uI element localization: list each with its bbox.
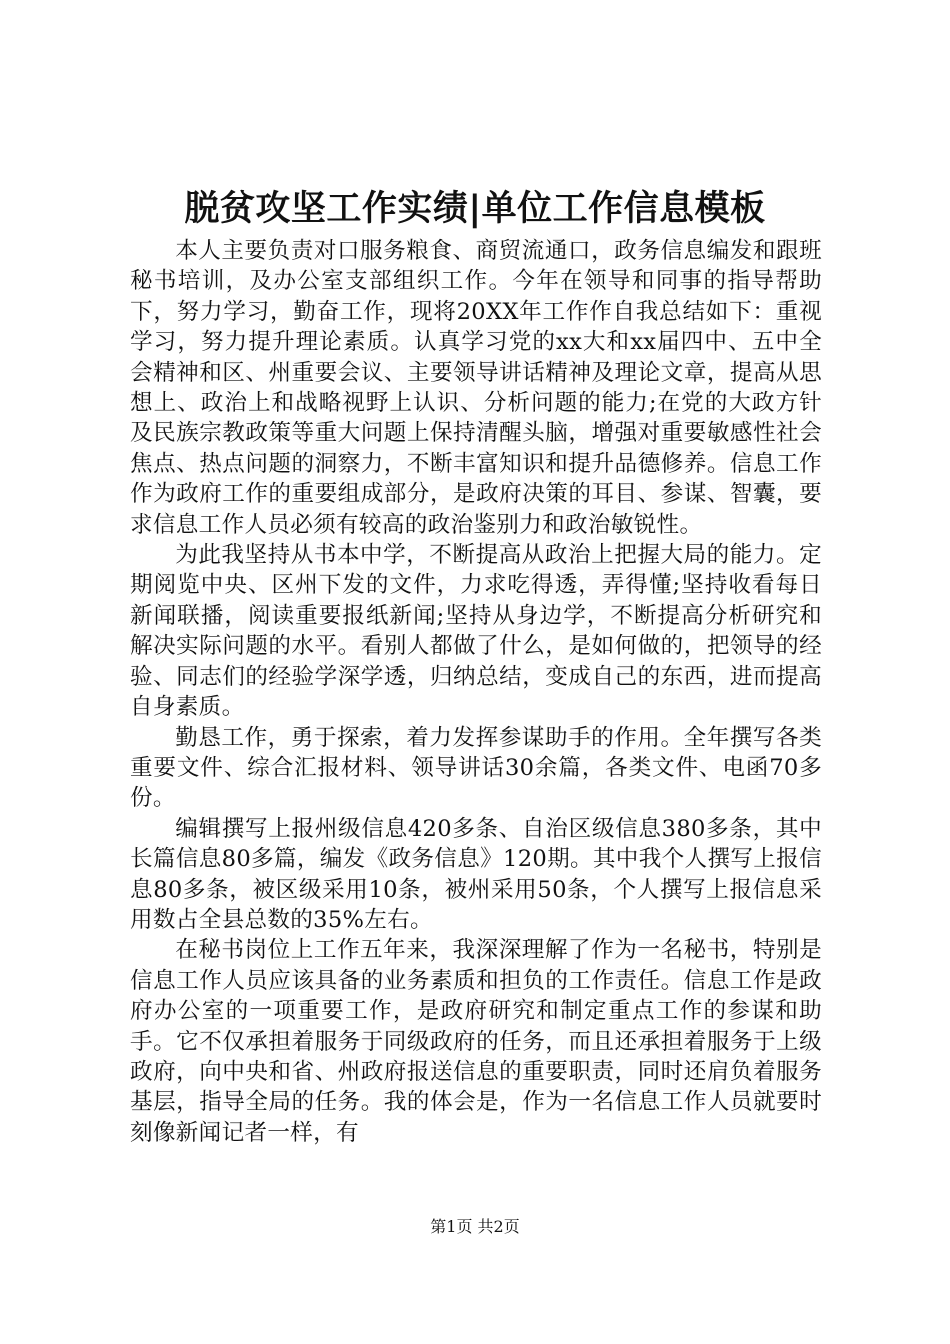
page-footer: 第1页 共2页 bbox=[430, 1217, 520, 1236]
paragraph: 在秘书岗位上工作五年来，我深深理解了作为一名秘书，特别是信息工作人员应该具备的业务素质和担负的工作责任。信息工作是政府办公室的一项重要工作，是政府研究和制定重点工作的参谋和助手。它不仅承担着服务于同级政府的任务，而且还承担着服务于上级政府，向中央和省、州政府报送信息的重要职责，同时还肩负着服务基层，指导全局的任务。我的体会是，作为一名信息工作人员就要时刻像新闻记者一样，有 bbox=[130, 937, 822, 1146]
paragraph: 编辑撰写上报州级信息420多条、自治区级信息380多条，其中长篇信息80多篇，编发《政务信息》120期。其中我个人撰写上报信息80多条，被区级采用10条，被州采用50条，个人撰写上报信息采用数占全县总数的35%左右。 bbox=[130, 815, 822, 933]
paragraph: 本人主要负责对口服务粮食、商贸流通口，政务信息编发和跟班秘书培训，及办公室支部组织工作。今年在领导和同事的指导帮助下，努力学习，勤奋工作，现将20XX年工作作自我总结如下：重视学习，努力提升理论素质。认真学习党的xx大和xx届四中、五中全会精神和区、州重要会议、主要领导讲话精神及理论文章，提高从思想上、政治上和战略视野上认识、分析问题的能力;在党的大政方针及民族宗教政策等重大问题上保持清醒头脑，增强对重要敏感性社会焦点、热点问题的洞察力，不断丰富知识和提升品德修养。信息工作作为政府工作的重要组成部分，是政府决策的耳目、参谋、智囊，要求信息工作人员必须有较高的政治鉴别力和政治敏锐性。 bbox=[130, 238, 822, 538]
paragraph: 为此我坚持从书本中学，不断提高从政治上把握大局的能力。定期阅览中央、区州下发的文件，力求吃得透，弄得懂;坚持收看每日新闻联播，阅读重要报纸新闻;坚持从身边学，不断提高分析研究和解决实际问题的水平。看别人都做了什么，是如何做的，把领导的经验、同志们的经验学深学透，归纳总结，变成自己的东西，进而提高自身素质。 bbox=[130, 542, 822, 721]
document-body bbox=[130, 236, 822, 1148]
document-title: 脱贫攻坚工作实绩|单位工作信息模板 bbox=[184, 189, 766, 229]
paragraph: 勤恳工作，勇于探索，着力发挥参谋助手的作用。全年撰写各类重要文件、综合汇报材料、领导讲话30余篇，各类文件、电函70多份。 bbox=[130, 724, 822, 812]
